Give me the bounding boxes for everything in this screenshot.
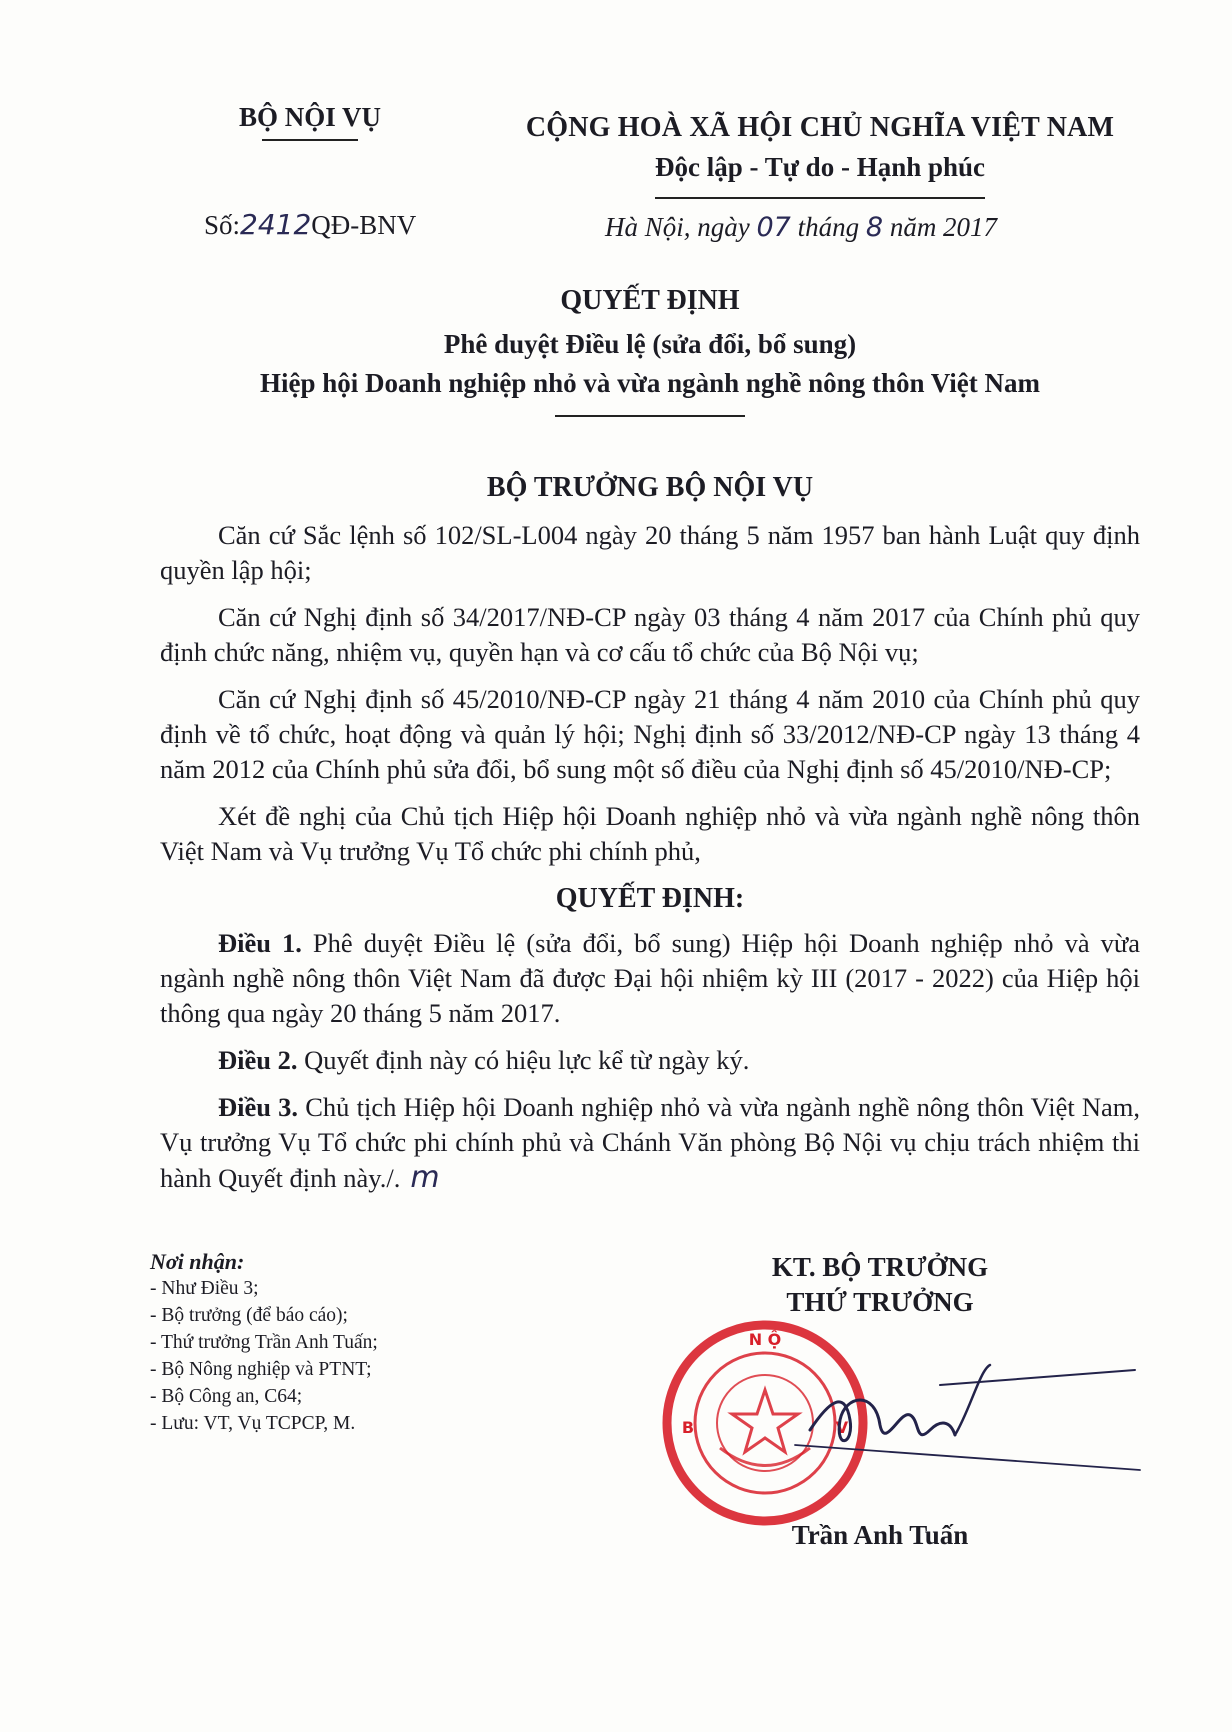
article-2-label: Điều 2.	[218, 1045, 298, 1075]
handwritten-signature-icon	[790, 1350, 1150, 1480]
national-header	[490, 112, 1150, 199]
signer-position: THỨ TRƯỞNG	[786, 1287, 974, 1317]
article-2	[160, 1043, 1140, 1078]
article-3-text: Chủ tịch Hiệp hội Doanh nghiệp nhỏ và vừa ngành nghề nông thôn Việt Nam, Vụ trưởng Vụ Tổ chức phi chính phủ và Chánh Văn phòng Bộ Nội vụ chịu trách nhiệm thi hành Quyết định này./.	[160, 1092, 1141, 1193]
signer-name: Trần Anh Tuấn	[791, 1520, 969, 1550]
article-1-label: Điều 1.	[218, 928, 302, 958]
signature-block	[660, 1252, 1100, 1318]
agency-underline	[262, 139, 358, 141]
doc-number-handwritten: 2412	[240, 208, 312, 241]
recipient-item: - Lưu: VT, Vụ TCPCP, M.	[150, 1413, 356, 1434]
document-title-block	[150, 285, 1150, 417]
legal-basis-3: Căn cứ Nghị định số 45/2010/NĐ-CP ngày 21 tháng 4 năm 2010 của Chính phủ quy định về tổ chức, hoạt động và quản lý hội; Nghị định số 33/2012/NĐ-CP ngày 13 tháng 4 năm 2012 của Chính phủ sửa đổi, bổ sung một số điều của Nghị định số 45/2010/NĐ-CP;	[160, 684, 1140, 784]
svg-text:V: V	[835, 1418, 849, 1437]
handwritten-initials: m	[410, 1160, 440, 1195]
issuing-agency: BỘ NỘI VỤ	[238, 102, 382, 132]
date-day-handwritten: 07	[756, 212, 791, 243]
decision-heading: QUYẾT ĐỊNH:	[555, 883, 745, 914]
date-part-1: Hà Nội, ngày	[605, 212, 750, 242]
article-1	[160, 926, 1140, 1031]
issue-date	[605, 212, 997, 243]
recipients-block	[150, 1248, 378, 1437]
document-number	[204, 208, 416, 241]
issuing-agency-block	[180, 102, 440, 141]
recipient-item: - Như Điều 3;	[150, 1278, 259, 1299]
recipient-item: - Bộ Công an, C64;	[150, 1386, 303, 1407]
on-behalf-of: KT. BỘ TRƯỞNG	[771, 1252, 989, 1282]
date-month-handwritten: 8	[865, 212, 884, 243]
article-3	[160, 1090, 1140, 1196]
date-part-2: tháng	[797, 212, 860, 242]
document-subject-line-2: Hiệp hội Doanh nghiệp nhỏ và vừa ngành nghề nông thôn Việt Nam	[260, 368, 1040, 398]
document-body	[160, 518, 1140, 1208]
document-subject-line-1: Phê duyệt Điều lệ (sửa đổi, bổ sung)	[443, 329, 857, 359]
recipient-item: - Bộ trưởng (để báo cáo);	[150, 1305, 348, 1326]
title-underline	[555, 415, 745, 417]
article-2-text: Quyết định này có hiệu lực kể từ ngày ký.	[297, 1045, 750, 1075]
document-type: QUYẾT ĐỊNH	[560, 285, 740, 316]
nation-name: CỘNG HOÀ XÃ HỘI CHỦ NGHĨA VIỆT NAM	[525, 112, 1115, 143]
proposal-paragraph: Xét đề nghị của Chủ tịch Hiệp hội Doanh nghiệp nhỏ và vừa ngành nghề nông thôn Việt Nam và Vụ trưởng Vụ Tổ chức phi chính phủ,	[160, 801, 1140, 866]
doc-number-prefix: Số:	[204, 210, 241, 240]
date-part-3: năm 2017	[889, 212, 998, 242]
doc-number-suffix: QĐ-BNV	[311, 210, 417, 240]
article-3-label: Điều 3.	[218, 1092, 299, 1122]
recipients-heading: Nơi nhận:	[150, 1249, 245, 1274]
legal-basis-1: Căn cứ Sắc lệnh số 102/SL-L004 ngày 20 tháng 5 năm 1957 ban hành Luật quy định quyền lập hội;	[160, 520, 1140, 585]
motto-underline	[655, 197, 985, 199]
issuing-authority: BỘ TRƯỞNG BỘ NỘI VỤ	[486, 472, 814, 503]
svg-text:N Ộ: N Ộ	[748, 1330, 782, 1349]
national-motto: Độc lập - Tự do - Hạnh phúc	[654, 152, 986, 182]
svg-text:B: B	[681, 1418, 695, 1437]
recipient-item: - Thứ trưởng Trần Anh Tuấn;	[150, 1332, 378, 1353]
legal-basis-2: Căn cứ Nghị định số 34/2017/NĐ-CP ngày 03 tháng 4 năm 2017 của Chính phủ quy định chức năng, nhiệm vụ, quyền hạn và cơ cấu tổ chức của Bộ Nội vụ;	[160, 602, 1140, 667]
recipient-item: - Bộ Nông nghiệp và PTNT;	[150, 1359, 372, 1380]
article-1-text: Phê duyệt Điều lệ (sửa đổi, bổ sung) Hiệp hội Doanh nghiệp nhỏ và vừa ngành nghề nông thôn Việt Nam đã được Đại hội nhiệm kỳ III (2017 - 2022) của Hiệp hội thông qua ngày 20 tháng 5 năm 2017.	[160, 928, 1140, 1028]
